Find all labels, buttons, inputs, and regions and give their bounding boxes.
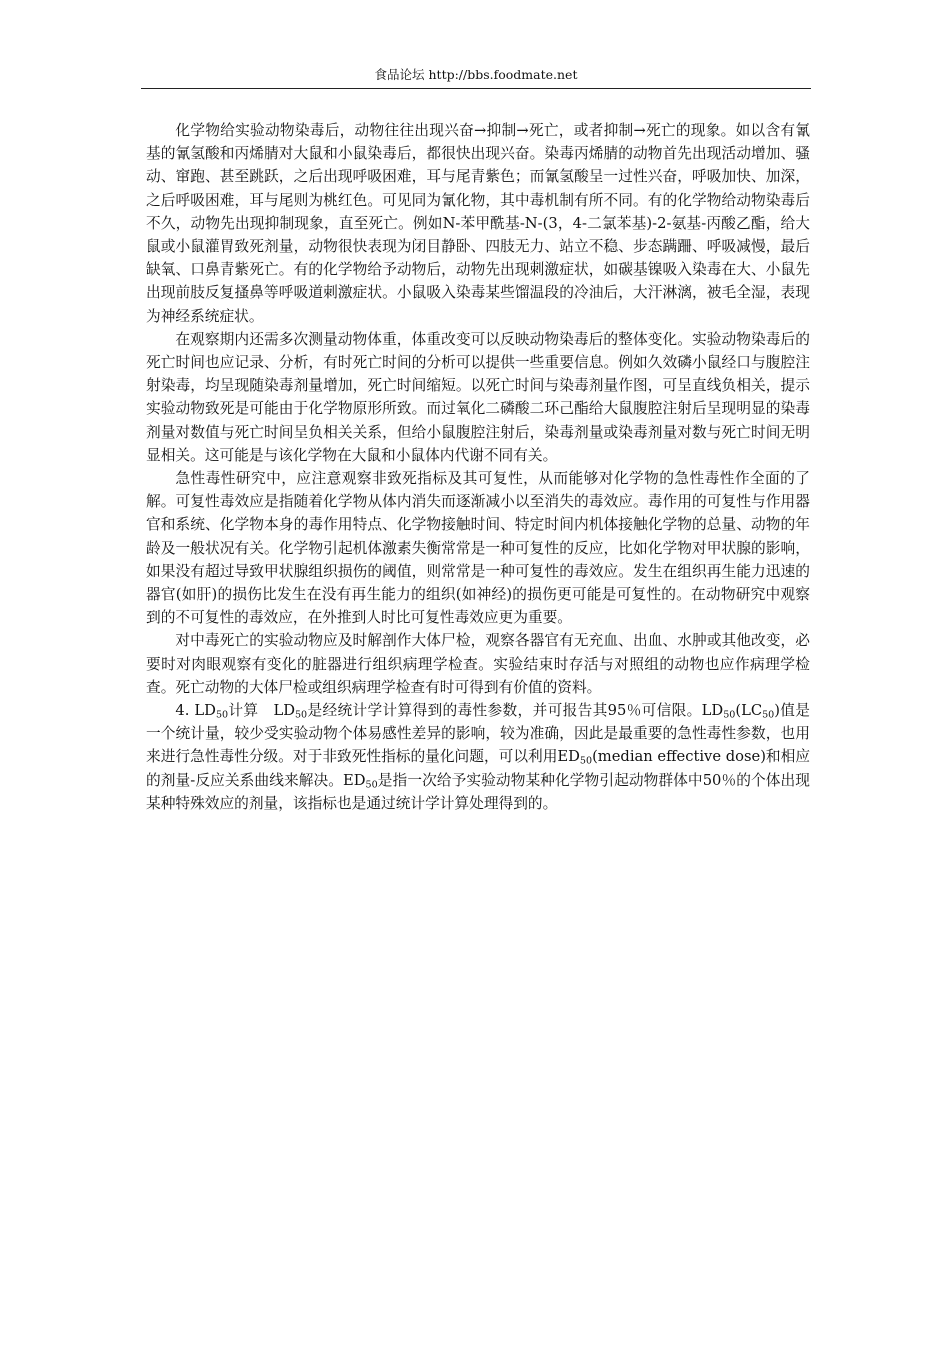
subscript-50: 50 (579, 755, 593, 767)
ld50-text-7: 是指一次给予实验动物某种化学物引起动物群体中50％的个体出现某种特殊效应的剂量，该指标也是通过统计学计算处理得到的。 (146, 771, 810, 812)
paragraph-clinical-signs: 化学物给实验动物染毒后，动物往往出现兴奋→抑制→死亡，或者抑制→死亡的现象。如以含有氰基的氰氢酸和丙烯腈对大鼠和小鼠染毒后，都很快出现兴奋。染毒丙烯腈的动物首先出现活动增加、骚动、窜跑、甚至跳跃，之后出现呼吸困难，耳与尾青紫色；而氰氢酸呈一过性兴奋，呼吸加快、加深，之后呼吸困难，耳与尾则为桃红色。可见同为氰化物，其中毒机制有所不同。有的化学物给动物染毒后不久，动物先出现抑制现象，直至死亡。例如N-苯甲酰基-N-(3，4-二氯苯基)-2-氨基-丙酸乙酯，给大鼠或小鼠灌胃致死剂量，动物很快表现为闭目静卧、四肢无力、站立不稳、步态蹒跚、呼吸减慢，最后缺氧、口鼻青紫死亡。有的化学物给予动物后，动物先出现刺激症状，如碳基镍吸入染毒在大、小鼠先出现前肢反复搔鼻等呼吸道刺激症状。小鼠吸入染毒某些馏温段的冷油后，大汗淋漓，被毛全湿，表现为神经系统症状。 (146, 122, 810, 325)
paragraph-body-weight-death-time: 在观察期内还需多次测量动物体重，体重改变可以反映动物染毒后的整体变化。实验动物染毒后的死亡时间也应记录、分析，有时死亡时间的分析可以提供一些重要信息。例如久效磷小鼠经口与腹腔注射染毒，均呈现随染毒剂量增加，死亡时间缩短。以死亡时间与染毒剂量作图，可呈直线负相关，提示实验动物致死是可能由于化学物原形所致。而过氧化二磷酸二环己酯给大鼠腹腔注射后呈现明显的染毒剂量对数值与死亡时间呈负相关关系，但给小鼠腹腔注射后，染毒剂量或染毒剂量对数与死亡时间无明显相关。这可能是与该化学物在大鼠和小鼠体内代谢不同有关。 (146, 330, 810, 464)
paragraph-ld50-calculation (146, 699, 810, 815)
subscript-50: 50 (762, 709, 775, 721)
ld50-text-2: 计算 LD (228, 702, 295, 720)
header-divider (141, 88, 811, 89)
ld50-text-3: 是经统计学计算得到的毒性参数，并可报告其95％可信限。LD (307, 702, 724, 720)
subscript-50: 50 (723, 709, 736, 721)
subscript-50: 50 (365, 779, 378, 791)
ld50-text-6: (median effective dose)和相应的剂量-反应关系曲线来解决。ED (146, 748, 811, 789)
page-header: 食品论坛 http://bbs.foodmate.net (374, 67, 578, 82)
paragraph-necropsy: 对中毒死亡的实验动物应及时解剖作大体尸检，观察各器官有无充血、出血、水肿或其他改变，必要时对肉眼观察有变化的脏器进行组织病理学检查。实验结束时存活与对照组的动物也应作病理学检查。死亡动物的大体尸检或组织病理学检查有时可得到有价值的资料。 (146, 632, 810, 696)
subscript-50: 50 (215, 709, 229, 721)
paragraph-reversibility: 急性毒性研究中，应注意观察非致死指标及其可复性，从而能够对化学物的急性毒性作全面的了解。可复性毒效应是指随着化学物从体内消失而逐渐减小以至消失的毒效应。毒作用的可复性与作用器官和系统、化学物本身的毒作用特点、化学物接触时间、特定时间内机体接触化学物的总量、动物的年龄及一般状况有关。化学物引起机体激素失衡常常是一种可复性的反应，比如化学物对甲状腺的影响，如果没有超过导致甲状腺组织损伤的阈值，则常常是一种可复性的毒效应。发生在组织再生能力迅速的器官(如肝)的损伤比发生在没有再生能力的组织(如神经)的损伤更可能是可复性的。在动物研究中观察到的不可复性的毒效应，在外推到人时比可复性毒效应更为重要。 (146, 470, 810, 627)
document-body (146, 119, 810, 815)
ld50-text-4: (LC (735, 702, 763, 720)
subscript-50: 50 (294, 709, 308, 721)
ld50-text-1: 4. LD (175, 702, 216, 720)
ld50-text-5: )值是一个统计量，较少受实验动物个体易感性差异的影响，较为准确，因此是最重要的急性毒性参数，也用来进行急性毒性分级。对于非致死性指标的量化问题，可以利用ED (146, 702, 810, 766)
